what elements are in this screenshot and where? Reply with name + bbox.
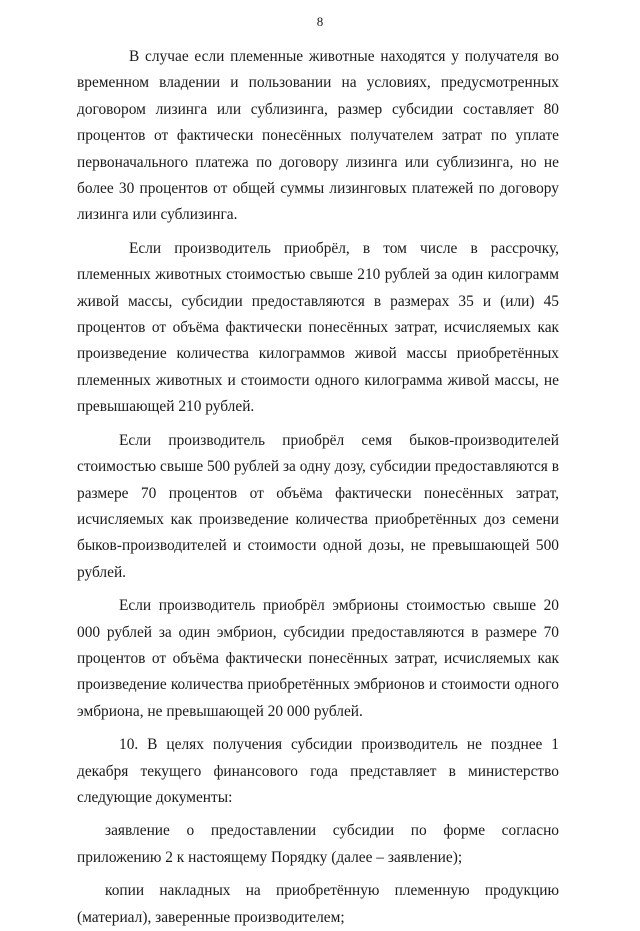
paragraph-embryos: Если производитель приобрёл эмбрионы стоимостью свыше 20 000 рублей за один эмбрион, субсидии предоставляются в размере 70 процентов от объёма фактически понесённых затрат, исчисляемых как произведение количества приобретённых эмбрионов и стоимости одного эмбриона, не превышающей 20 000 рублей. — [77, 597, 559, 720]
paragraph-leasing-subsidy: В случае если племенные животные находятся у получателя во временном владении и пользовании на условиях, предусмотренных договором лизинга или сублизинга, размер субсидии составляет 80 процентов от фактически понесённых получателем затрат по уплате первоначального платежа по договору лизинга или сублизинга, но не более 30 процентов от общей суммы лизинговых платежей по договору лизинга или сублизинга. — [77, 48, 559, 224]
list-item-invoices: копии накладных на приобретённую племенную продукцию (материал), заверенные производителем; — [77, 882, 559, 926]
paragraph-livestock-price: Если производитель приобрёл, в том числе в рассрочку, племенных животных стоимостью свыше 210 рублей за один килограмм живой массы, субсидии предоставляются в размерах 35 и (или) 45 процентов от объёма фактически понесённых затрат, исчисляемых как произведение количества килограммов живой массы приобретённых племенных животных и стоимости одного килограмма живой массы, не превышающей 210 рублей. — [77, 239, 559, 416]
page-number: 8 — [316, 14, 324, 29]
paragraph-bull-semen: Если производитель приобрёл семя быков-производителей стоимостью свыше 500 рублей за одну дозу, субсидии предоставляются в размере 70 процентов от объёма фактически понесённых затрат, исчисляемых как произведение количества приобретённых доз семени быков-производителей и стоимости одной дозы, не превышающей 500 рублей. — [77, 431, 559, 581]
document-body — [77, 44, 559, 931]
paragraph-documents-intro: 10. В целях получения субсидии производитель не позднее 1 декабря текущего финансового года представляет в министерство следующие документы: — [77, 736, 559, 806]
list-item-application: заявление о предоставлении субсидии по форме согласно приложению 2 к настоящему Порядку (далее – заявление); — [77, 822, 559, 866]
